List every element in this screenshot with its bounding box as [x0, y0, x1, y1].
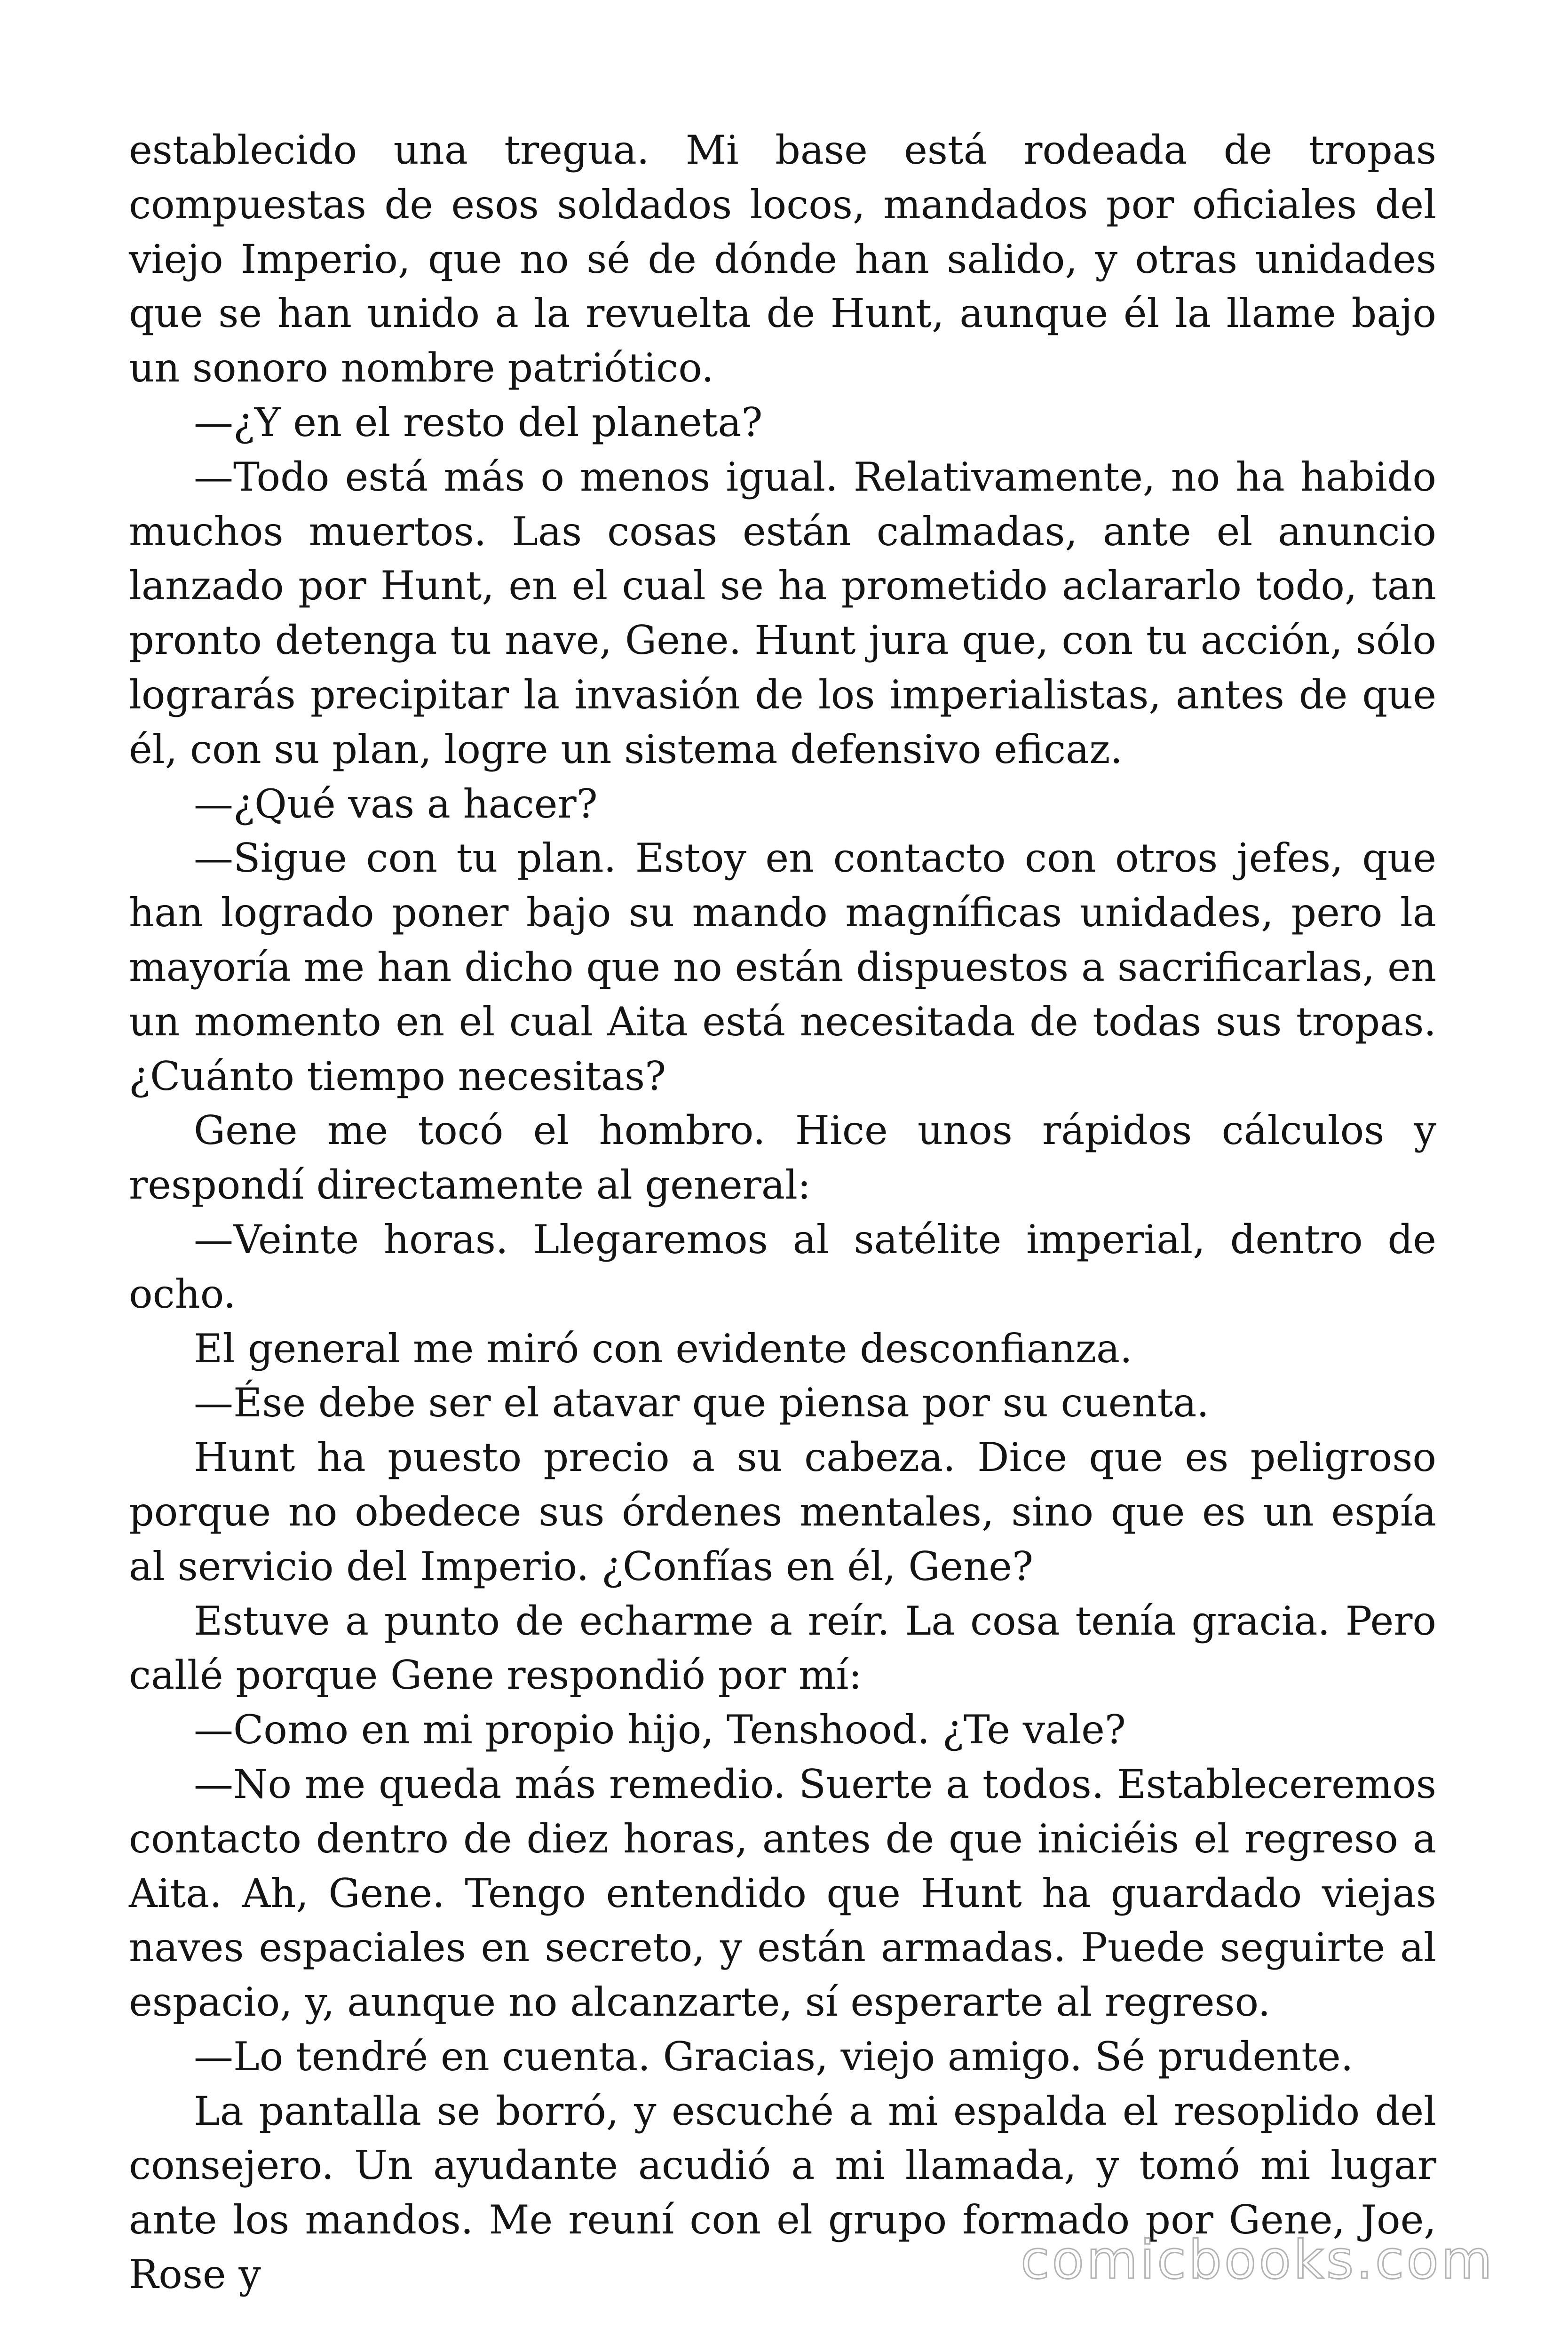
paragraph: —¿Qué vas a hacer? — [194, 780, 598, 827]
paragraph: establecido una tregua. Mi base está rodeada de tropas compuestas de esos soldados locos, mandados por oficiales del viejo Imperio, que no sé de dónde han salido, y otras unidades que se han unido a la revuelta de Hunt, aunque él la llame bajo un sonoro nombre patriótico. — [129, 127, 1436, 391]
paragraph: —Ése debe ser el atavar que piensa por su cuenta. — [194, 1380, 1209, 1426]
paragraph: La pantalla se borró, y escuché a mi espalda el resoplido del consejero. Un ayudante acudió a mi llamada, y tomó mi lugar ante los mandos. Me reuní con el grupo formado por Gene, Joe, Rose y — [129, 2088, 1436, 2298]
paragraph: Estuve a punto de echarme a reír. La cosa tenía gracia. Pero callé porque Gene respondió por mí: — [129, 1597, 1436, 1699]
paragraph: —Veinte horas. Llegaremos al satélite imperial, dentro de ocho. — [129, 1216, 1436, 1317]
paragraph: —¿Y en el resto del planeta? — [194, 399, 763, 445]
paragraph: Hunt ha puesto precio a su cabeza. Dice que es peligroso porque no obedece sus órdenes mentales, sino que es un espía al servicio del Imperio. ¿Confías en él, Gene? — [129, 1434, 1436, 1589]
paragraph: El general me miró con evidente desconfianza. — [194, 1325, 1132, 1372]
paragraph: Gene me tocó el hombro. Hice unos rápidos cálculos y respondí directamente al general: — [129, 1107, 1436, 1208]
paragraph: —Sigue con tu plan. Estoy en contacto con otros jefes, que han logrado poner bajo su mando magníficas unidades, pero la mayoría me han dicho que no están dispuestos a sacrificarlas, en un momento en el cual Aita está necesitada de todas sus tropas. ¿Cuánto tiempo necesitas? — [129, 835, 1436, 1099]
paragraph: —Lo tendré en cuenta. Gracias, viejo amigo. Sé prudente. — [194, 2033, 1354, 2080]
paragraph: —Como en mi propio hijo, Tenshood. ¿Te vale? — [194, 1707, 1126, 1753]
watermark: comicbooks.com — [1020, 2230, 1495, 2291]
paragraph: —Todo está más o menos igual. Relativamente, no ha habido muchos muertos. Las cosas están calmadas, ante el anuncio lanzado por Hunt, en el cual se ha prometido aclararlo todo, tan pronto detenga tu nave, Gene. Hunt jura que, con tu acción, sólo lograrás precipitar la invasión de los imperialistas, antes de que él, con su plan, logre un sistema defensivo eficaz. — [129, 453, 1436, 772]
book-page-body — [129, 123, 1436, 2302]
paragraph: —No me queda más remedio. Suerte a todos. Estableceremos contacto dentro de diez horas, antes de que iniciéis el regreso a Aita. Ah, Gene. Tengo entendido que Hunt ha guardado viejas naves espaciales en secreto, y están armadas. Puede seguirte al espacio, y, aunque no alcanzarte, sí esperarte al regreso. — [129, 1761, 1436, 2026]
